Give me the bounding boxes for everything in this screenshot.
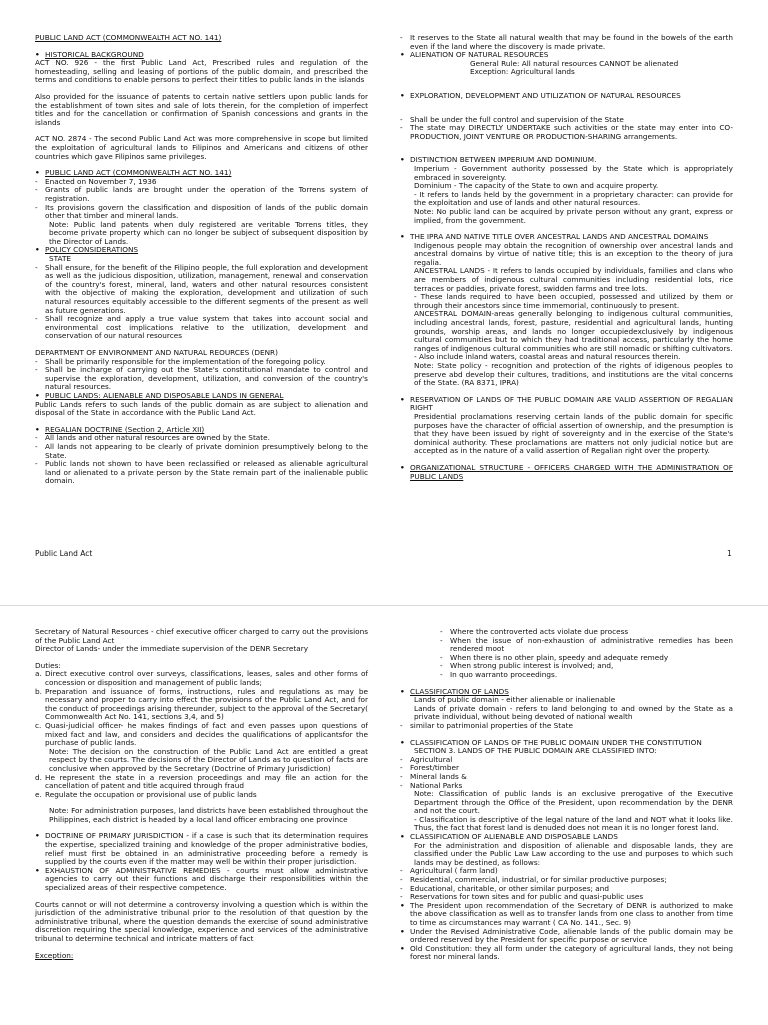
bullet-text: He represent the state in a reversion proceedings and may file an action for the cancellation of patent and title acquired through fraud [45, 772, 368, 791]
bullet-text: Public lands not shown to have been reclassified or released as alienable agricultural land or alienated to a private person by the State remain part of the inalienable public domain. [45, 459, 368, 486]
list-marker: - [35, 441, 38, 451]
paragraph: Courts cannot or will not determine a controversy involving a question which is within the jurisdiction of the administrative tribunal prior to the resolution of that question by the administrative tribunal, where the question demands the exercise of sound administrative discretion requiring the special knowledge, experience and services of the administrative tribunal to determine technical and intricate matters of fact [35, 899, 368, 943]
paragraph: ANCESTRAL DOMAIN-areas generally belonging to indigenous cultural communities, including ancestral lands, forest, pasture, residential and agricultural lands, hunting grounds, worship areas, and lands no longer occupiedexclusively by indigenous cultural communities but to which they had traditional access, particularly the home ranges of indigenous cultural communities who are still nomadic or shifting cultivators. [414, 309, 733, 353]
paragraph: Imperium - Government authority possessed by the State which is appropriately embraced in sovereignty. [414, 163, 733, 182]
bullet-text: Agricultural ( farm land) [410, 866, 498, 876]
paragraph: ANCESTRAL LANDS - It refers to lands occupied by individuals, families and clans who are members of indigenous cultural communities including residential lots, rice terraces or paddies, private forest, swidden farms and tree lots. [414, 266, 733, 293]
paragraph: General Rule: All natural resources CANNOT be alienated [470, 58, 679, 68]
paragraph: - It refers to lands held by the government in a proprietary character: can provide for the exploitation and use of lands and other natural resources. [414, 189, 733, 208]
list-marker: c. [35, 720, 42, 730]
bullet-item [400, 928, 733, 945]
paragraph: ACT NO. 926 - the first Public Land Act, Prescribed rules and regulation of the homesteading, selling and leasing of portions of the public domain, and prescribed the terms and conditions to enable persons to perfect their titles to public lands in the islands [35, 58, 368, 85]
bullet-text: When strong public interest is involved; and, [450, 661, 614, 671]
paragraph: Public Lands refers to such lands of the public domain as are subject to alienation and disposal of the State in accordance with the Public Land Act. [35, 399, 368, 418]
paragraph: Note: No public land can be acquired by private person without any grant, express or implied, from the government. [414, 206, 733, 225]
bullet-text: RESERVATION OF LANDS OF THE PUBLIC DOMAIN ARE VALID ASSERTION OF REGALIAN RIGHT [410, 394, 733, 413]
bullet-item [35, 774, 368, 791]
bullet-dot-icon: • [400, 832, 405, 842]
bullet-dot-icon: • [35, 390, 40, 400]
list-marker: - [440, 652, 443, 662]
paragraph: Secretary of Natural Resources - chief executive officer charged to carry out the provisions of the Public Land Act [35, 627, 368, 645]
bullet-text: THE IPRA AND NATIVE TITLE OVER ANCESTRAL LANDS AND ANCESTRAL DOMAINS [410, 232, 709, 242]
bullet-text: REGALIAN DOCTRINE (Section 2, Article XII) [45, 424, 205, 434]
bullet-item [35, 315, 368, 341]
list-marker: - [400, 114, 403, 124]
bullet-dot-icon: • [400, 462, 405, 472]
bullet-text: Shall recognize and apply a true value system that takes into account social and environmental cost implications relative to the utilization, development and conservation of our natural resources [45, 314, 368, 341]
list-marker: - [35, 314, 38, 324]
bullet-item [400, 464, 733, 481]
bullet-text: Direct executive control over surveys, classifications, leases, sales and other forms of concession or disposition and management of public lands; [45, 669, 368, 687]
bullet-dot-icon: • [400, 926, 405, 936]
paragraph: Exception: Agricultural lands [470, 67, 575, 77]
bullet-item [35, 832, 368, 866]
list-marker: - [400, 883, 403, 893]
paragraph: STATE [49, 254, 72, 264]
bullet-dot-icon: • [400, 737, 405, 747]
spacer [400, 141, 733, 156]
list-marker: - [400, 892, 403, 902]
list-marker: - [35, 202, 38, 212]
paragraph: Note: The decision on the construction of the Public Land Act are entitled a great respect by the courts. The decisions of the Director of Lands as to question of facts are conclusive when approved by the Secretary (Doctrine of Primary Jurisdiction) [49, 746, 368, 773]
paragraph: Duties: [35, 660, 61, 670]
bullet-text: CLASSIFICATION OF LANDS [410, 686, 509, 696]
list-marker: d. [35, 772, 42, 782]
list-marker: - [400, 720, 403, 730]
list-marker: - [35, 185, 38, 195]
bullet-text: Shall be incharge of carrying out the State's constitutional mandate to control and supervise the exploration, development, utilization, and conversion of the country's natural resources. [45, 365, 368, 392]
list-marker: - [35, 262, 38, 272]
bullet-text: Residential, commercial, industrial, or for similar productive purposes; [410, 875, 667, 885]
bullet-item [35, 186, 368, 203]
bullet-text: CLASSIFICATION OF ALIENABLE AND DISPOSABLE LANDS [410, 832, 618, 842]
paragraph: Note: Classification of public lands is an exclusive prerogative of the Executive Department through the Office of the President, upon recommendation by the DENR and not the court. [414, 789, 733, 816]
bullet-item [35, 460, 368, 486]
bullet-text: DOCTRINE OF PRIMARY JURISDICTION - if a case is such that its determination requires the expertise, specialized training and knowledge of the proper administrative bodies, relief must first be obtained in an administrative proceeding before a remedy is supplied by the courts even if the matter may well be within their proper jurisdiction. [45, 831, 368, 867]
paragraph: Director of Lands- under the immediate supervision of the DENR Secretary [35, 644, 309, 654]
bullet-item [35, 867, 368, 893]
bullet-item [35, 246, 368, 255]
bullet-text: Shall ensure, for the benefit of the Filipino people, the full exploration and development as well as the judicious disposition, utilization, management, renewal and conservation of the country's forest, mineral, land, waters and other natural resources consistent with the objective of making the exploration, development and utilization of such natural resources equitably accessible to the different segments of the present as well as future generations. [45, 262, 368, 315]
bullet-text: The state may DIRECTLY UNDERTAKE such activities or the state may enter into CO-PRODUCTION, JOINT VENTURE OR PRODUCTION-SHARING arrangements. [410, 123, 733, 141]
bullet-item [35, 443, 368, 460]
bullet-dot-icon: • [400, 155, 405, 165]
bullet-text: Under the Revised Administrative Code, alienable lands of the public domain may be ordered reserved by the President for specific purpose or service [410, 926, 733, 945]
bullet-text: PUBLIC LAND ACT (COMMONWEALTH ACT NO. 141) [45, 168, 232, 178]
page1-left-column [35, 34, 368, 486]
list-marker: - [400, 33, 403, 42]
bullet-item [35, 722, 368, 748]
list-marker: - [440, 635, 443, 645]
paragraph: Presidential proclamations reserving certain lands of the public domain for specific purposes have the character of official assertion of ownership, and the presumption is that they have been issued by right of sovereignty and in the exercise of the State's dominical authority. These proclamations are matters not only judicial notice but are accepted as in the nature of a valid assertion of Regalian right over the property. [414, 411, 733, 456]
bullet-text: DISTINCTION BETWEEN IMPERIUM AND DOMINIUM. [410, 155, 597, 165]
paragraph: ACT NO. 2874 - The second Public Land Act was more comprehensive in scope but limited the exploitation of agricultural lands to Filipinos and Americans and citizens of other countries which gave Filipinos same privileges. [35, 134, 368, 161]
bullet-text: Grants of public lands are brought under the operation of the Torrens system of registration. [45, 185, 368, 203]
bullet-text: HISTORICAL BACKGROUND [45, 49, 144, 59]
paragraph: Also provided for the issuance of patents to certain native settlers upon public lands for the establishment of town sites and sale of lots therein, for the completion of imperfect titles and for the cancellation or confirmation of Spanish concessions and grants in the islands [35, 91, 368, 127]
bullet-text: It reserves to the State all natural wealth that may be found in the bowels of the earth even if the land where the discovery is made private. [410, 33, 733, 51]
list-marker: - [400, 866, 403, 876]
document-page-2 [0, 605, 768, 1025]
page2-left-column [35, 628, 368, 960]
bullet-item [35, 264, 368, 316]
bullet-text: When the issue of non-exhaustion of administrative remedies has been rendered moot [450, 635, 733, 654]
spacer [400, 77, 733, 92]
paragraph: Indigenous people may obtain the recognition of ownership over ancestral lands and ancestral domains by virtue of native title; this is an exception to the theory of jura regalia. [414, 240, 733, 267]
section-heading: Exception: [35, 950, 74, 960]
bullet-item [400, 396, 733, 413]
list-marker: b. [35, 686, 42, 696]
bullet-dot-icon: • [400, 232, 405, 242]
bullet-text: When there is no other plain, speedy and adequate remedy [450, 652, 669, 662]
section-heading: PUBLIC LAND ACT (COMMONWEALTH ACT NO. 141) [35, 33, 222, 42]
paragraph: Lands of public domain - either alienable or inalienable [414, 695, 616, 705]
bullet-dot-icon: • [400, 394, 405, 404]
page2-right-column [400, 628, 733, 962]
bullet-text: EXPLORATION, DEVELOPMENT AND UTILIZATION OF NATURAL RESOURCES [410, 90, 681, 100]
bullet-item [35, 791, 368, 800]
paragraph: Lands of private domain - refers to land belonging to and owned by the State as a private individual, without being devoted of national wealth [414, 703, 733, 722]
bullet-item [400, 945, 733, 962]
bullet-item [35, 670, 368, 687]
paragraph: For the administration and disposition of alienable and disposable lands, they are classified under the Public Law Law according to the use and purposes to which such lands may be destined, as follows: [414, 840, 733, 867]
list-marker: - [35, 459, 38, 469]
bullet-dot-icon: • [400, 90, 405, 100]
page1-right-column [400, 34, 733, 481]
bullet-text: Regulate the occupation or provisional use of public lands [45, 789, 257, 799]
bullet-item [35, 366, 368, 392]
list-marker: - [400, 123, 403, 133]
bullet-text: All lands not appearing to be clearly of private dominion presumptively belong to the State. [45, 441, 368, 460]
bullet-text: PUBLIC LANDS: ALIENABLE AND DISPOSABLE LANDS IN GENERAL [45, 390, 284, 400]
spacer [35, 944, 368, 952]
bullet-item [400, 902, 733, 928]
list-marker: a. [35, 669, 42, 679]
list-marker: - [400, 875, 403, 885]
bullet-dot-icon: • [35, 168, 40, 178]
list-marker: - [35, 433, 38, 443]
bullet-item [400, 92, 733, 101]
bullet-text: Agricultural [410, 754, 453, 764]
paragraph: Note: Public land patents when duly registered are veritable Torrens titles, they become private property which can no longer be subject of subsequent disposition by the Director of Lands. [49, 219, 368, 246]
bullet-text: All lands and other natural resources are owned by the State. [45, 433, 270, 443]
bullet-text: ORGANIZATIONAL STRUCTURE - OFFICERS CHARGED WITH THE ADMINISTRATION OF PUBLIC LANDS [410, 462, 733, 481]
spacer [35, 654, 368, 662]
list-marker: - [35, 356, 38, 366]
bullet-text: Shall be primarily responsible for the implementation of the foregoing policy. [45, 356, 326, 366]
paragraph: Dominium - The capacity of the State to own and acquire property. [414, 181, 659, 191]
bullet-dot-icon: • [35, 424, 40, 434]
paragraph: - Classification is descriptive of the legal nature of the land and NOT what it looks like. Thus, the fact that forest land is denuded does not mean it is no longer forest land. [414, 814, 733, 833]
list-marker: - [440, 669, 443, 679]
bullet-item [35, 688, 368, 722]
bullet-item [400, 671, 733, 680]
list-marker: - [440, 627, 443, 636]
bullet-item [35, 204, 368, 221]
list-marker: e. [35, 789, 42, 799]
list-marker: - [35, 176, 38, 186]
bullet-dot-icon: • [35, 865, 40, 875]
bullet-dot-icon: • [400, 943, 405, 953]
bullet-dot-icon: • [35, 831, 40, 841]
bullet-dot-icon: • [400, 50, 405, 60]
bullet-text: In quo warranto proceedings. [450, 669, 558, 679]
bullet-text: The President upon recommendation of the Secretary of DENR is authorized to make the above classification as well as to transfer lands from one class to another from time to time as circumstances may warrant ( CA No. 141., Sec. 9) [410, 900, 733, 927]
page-footer-title: Public Land Act [35, 549, 93, 558]
bullet-text: POLICY CONSIDERATIONS [45, 245, 139, 255]
bullet-text: EXHAUSTION OF ADMINISTRATIVE REMEDIES - courts must allow administrative agencies to carry out their functions and discharge their responsibilities within the specialized areas of their respective competence. [45, 865, 368, 893]
bullet-item [400, 637, 733, 654]
bullet-text: Educational, charitable, or other similar purposes; and [410, 883, 609, 893]
bullet-text: Forest/timber [410, 763, 459, 773]
bullet-text: Enacted on November 7, 1936 [45, 176, 157, 186]
page-gap [0, 572, 768, 605]
bullet-text: Quasi-judicial officer- he makes findings of fact and even passes upon questions of mixed fact and law, and considers and decides the qualifications of applicantsfor the purchase of public lands. [45, 720, 368, 748]
bullet-dot-icon: • [400, 686, 405, 696]
paragraph: DEPARTMENT OF ENVIRONMENT AND NATURAL REOURCES (DENR) [35, 348, 278, 357]
bullet-text: Reservations for town sites and for public and quasi-public uses [410, 892, 644, 902]
paragraph: - Also include inland waters, coastal areas and natural resources therein. [414, 352, 681, 362]
page-number: 1 [727, 549, 732, 558]
bullet-dot-icon: • [35, 49, 40, 59]
paragraph: - These lands required to have been occupied, possessed and utilized by them or through their ancestors since time immemorial, continuously to present. [414, 292, 733, 310]
bullet-dot-icon: • [400, 900, 405, 910]
list-marker: - [400, 754, 403, 764]
bullet-item [400, 722, 733, 731]
bullet-text: Its provisions govern the classification and disposition of lands of the public domain other that timber and mineral lands. [45, 202, 368, 221]
bullet-text: Shall be under the full control and supervision of the State [410, 114, 624, 124]
list-marker: - [440, 661, 443, 671]
spacer [400, 101, 733, 116]
bullet-text: ALIENATION OF NATURAL RESOURCES [410, 50, 549, 60]
list-marker: - [35, 365, 38, 375]
bullet-text: Preparation and issuance of forms, instructions, rules and regulations as may be necessary and proper to carry into effect the provisions of the Public Land Act, and for the conduct of proceedings arising thereunder, subject to the approval of the Secretary( Commonwealth Act No. 141, sections 3,4, and 5) [45, 686, 368, 722]
paragraph: Note: State policy - recognition and protection of the rights of idigenous peoples to preserve abd develop their cultures, traditions, and institutions are the vital concerns of the State. (RA 8371, IPRA) [414, 361, 733, 388]
bullet-item [400, 34, 733, 51]
bullet-text: similar to patrimonial properties of the State [410, 720, 573, 730]
list-marker: - [400, 763, 403, 773]
bullet-text: Old Constitution: they all form under the category of agricultural lands, they not being forest nor mineral lands. [410, 943, 733, 962]
bullet-dot-icon: • [35, 245, 40, 255]
bullet-item [400, 124, 733, 141]
bullet-text: National Parks [410, 780, 463, 790]
bullet-text: CLASSIFICATION OF LANDS OF THE PUBLIC DOMAIN UNDER THE CONSTITUTION [410, 737, 702, 747]
bullet-text: Mineral lands & [410, 771, 467, 781]
list-marker: - [400, 771, 403, 781]
paragraph: SECTION 3. LANDS OF THE PUBLIC DOMAIN ARE CLASSIFIED INTO: [414, 746, 657, 756]
bullet-text: Where the controverted acts violate due process [450, 627, 629, 636]
list-marker: - [400, 780, 403, 790]
paragraph: Note: For administration purposes, land districts have been established throughout the Philippines, each district is headed by a local land officer embracing one province [49, 806, 368, 824]
